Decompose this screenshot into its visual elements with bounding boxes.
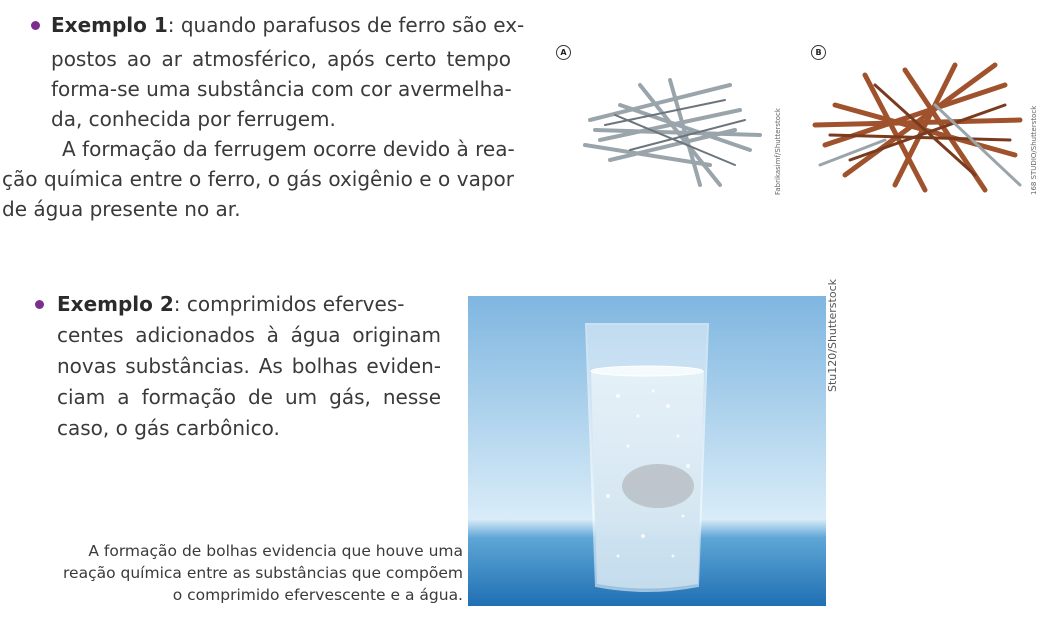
credit-photo-a: Fabrikasimf/Shutterstock [774, 108, 782, 195]
bullet-example-1 [31, 21, 40, 30]
example-2-line-2: centes adicionados à água originam [57, 323, 441, 347]
example-1-line-4: da, conhecida por ferrugem. [51, 107, 336, 131]
paragraph-line-3: de água presente no ar. [2, 197, 241, 221]
caption-line-2: reação química entre as substâncias que compõem [63, 564, 463, 582]
example-2-line-1: Exemplo 2: comprimidos eferves- [57, 292, 405, 316]
example-2-line-3: novas substâncias. As bolhas eviden- [57, 354, 441, 378]
caption-line-1: A formação de bolhas evidencia que houve uma [88, 542, 463, 560]
rusted-nails-illustration [805, 45, 1030, 195]
example-2-line-4: ciam a formação de um gás, nesse [57, 385, 441, 409]
caption-line-3: o comprimido efervescente e a água. [172, 586, 463, 604]
credit-photo-b: 168 STUDIO/Shutterstock [1030, 105, 1038, 195]
example-1-line-3: forma-se uma substância com cor avermelha- [51, 77, 512, 101]
example-2-term: Exemplo 2 [57, 292, 174, 316]
steel-nails-illustration [560, 45, 780, 195]
label-a: A [556, 45, 571, 60]
bullet-example-2 [35, 300, 44, 309]
example-2-line-5: caso, o gás carbônico. [57, 416, 280, 440]
glass-illustration [468, 296, 826, 606]
example-1-line-1: Exemplo 1: quando parafusos de ferro são ex- [51, 13, 525, 37]
photo-effervescent-glass [468, 296, 826, 606]
photo-nails-rusted [805, 45, 1030, 195]
example-1-term: Exemplo 1 [51, 13, 168, 37]
paragraph-line-1: A formação da ferrugem ocorre devido à rea- [62, 137, 515, 161]
example-1-line-2: postos ao ar atmosférico, após certo tempo [51, 47, 511, 71]
paragraph-line-2: ção química entre o ferro, o gás oxigênio e o vapor [2, 167, 514, 191]
credit-photo-glass: Stu120/Shutterstock [826, 278, 839, 392]
label-b: B [811, 45, 826, 60]
photo-nails-steel [560, 45, 780, 195]
